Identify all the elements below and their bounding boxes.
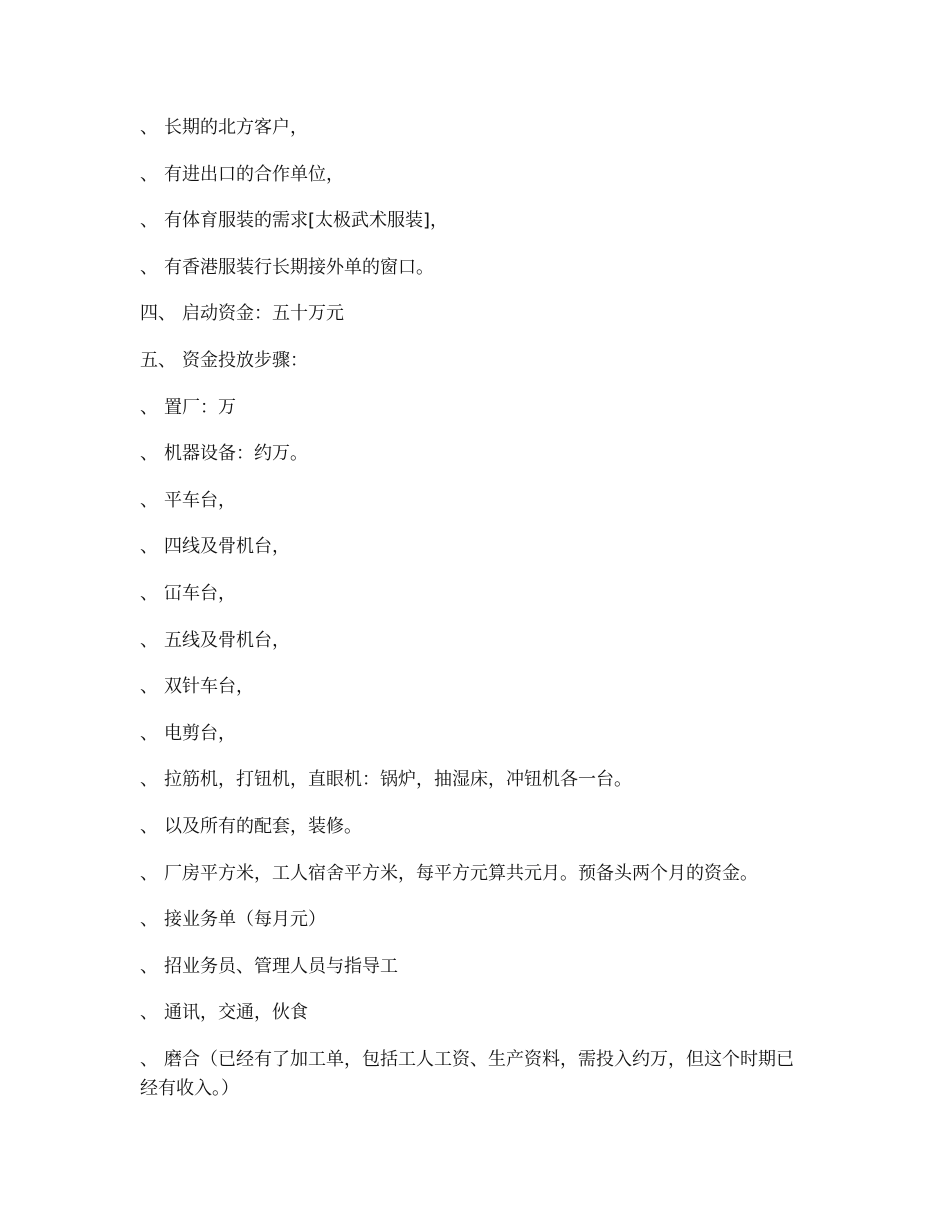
section-heading-text: 启动资金：五十万元 [182, 303, 344, 325]
list-item [140, 439, 810, 469]
list-item-text: 拉筋机，打钮机，直眼机：锅炉，抽湿床，冲钮机各一台。 [164, 769, 632, 791]
list-marker: 、 [140, 210, 158, 232]
list-item-text: 长期的北方客户， [164, 117, 308, 138]
section-number: 四、 [140, 303, 176, 325]
list-item [140, 859, 810, 889]
list-item-text: 冚车台， [164, 582, 236, 604]
list-marker: 、 [140, 582, 158, 604]
list-marker: 、 [140, 955, 158, 977]
list-marker: 、 [140, 722, 158, 744]
list-item [140, 812, 810, 842]
list-item [140, 113, 810, 143]
list-item [140, 253, 810, 283]
list-marker: 、 [140, 862, 158, 884]
list-item [140, 160, 810, 190]
section-heading [140, 346, 810, 376]
list-marker: 、 [140, 117, 158, 138]
list-marker: 、 [140, 256, 158, 278]
list-item-text: 招业务员、管理人员与指导工 [164, 955, 398, 977]
section-heading-text: 资金投放步骤： [182, 349, 308, 371]
list-marker: 、 [140, 489, 158, 511]
list-marker: 、 [140, 769, 158, 791]
list-item-text: 置厂：万 [164, 396, 236, 418]
list-item-text: 有香港服装行长期接外单的窗口。 [164, 256, 434, 278]
list-item-text: 四线及骨机台， [164, 536, 290, 558]
list-marker: 、 [140, 629, 158, 651]
list-item-text: 双针车台， [164, 676, 254, 698]
list-marker: 、 [140, 536, 158, 558]
section-heading [140, 299, 810, 329]
list-marker: 、 [140, 909, 158, 931]
list-item [140, 765, 810, 795]
list-item-text: 以及所有的配套，装修。 [164, 815, 362, 837]
list-item-text: 接业务单（每月元） [164, 909, 326, 931]
list-item [140, 579, 810, 609]
list-item-text: 有体育服装的需求[太极武术服装]， [164, 210, 449, 232]
list-item [140, 626, 810, 656]
list-marker: 、 [140, 443, 158, 465]
list-item [140, 532, 810, 562]
list-item-text: 机器设备：约万。 [164, 443, 308, 465]
list-marker: 、 [140, 396, 158, 418]
list-item [140, 1045, 810, 1103]
list-marker: 、 [140, 815, 158, 837]
list-item [140, 393, 810, 423]
list-item-text: 有进出口的合作单位， [164, 163, 344, 185]
list-item-text: 厂房平方米，工人宿舍平方米，每平方元算共元月。预备头两个月的资金。 [164, 862, 758, 884]
list-marker: 、 [140, 1048, 158, 1070]
list-item-text: 五线及骨机台， [164, 629, 290, 651]
list-item [140, 206, 810, 236]
list-marker: 、 [140, 1002, 158, 1024]
list-marker: 、 [140, 676, 158, 698]
list-item [140, 952, 810, 982]
list-item-text: 平车台， [164, 489, 236, 511]
list-marker: 、 [140, 163, 158, 185]
list-item [140, 998, 810, 1028]
list-item-text: 磨合（已经有了加工单，包括工人工资、生产资料，需投入约万，但这个时期已经有收入。） [140, 1048, 794, 1099]
document-body [140, 113, 810, 1119]
list-item-text: 电剪台， [164, 722, 236, 744]
list-item [140, 905, 810, 935]
list-item [140, 486, 810, 516]
list-item-text: 通讯，交通，伙食 [164, 1002, 308, 1024]
section-number: 五、 [140, 349, 176, 371]
list-item [140, 672, 810, 702]
list-item [140, 719, 810, 749]
